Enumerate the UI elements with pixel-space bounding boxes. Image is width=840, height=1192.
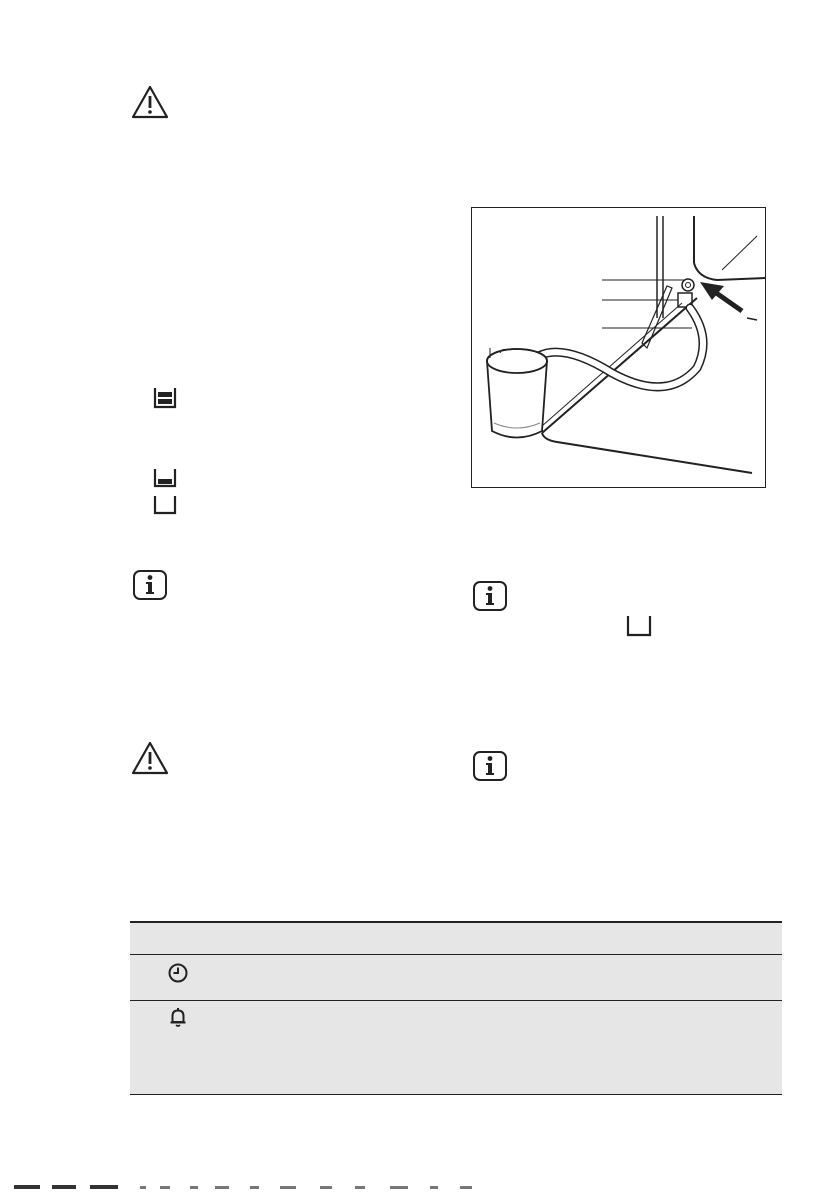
info-icon [472, 580, 508, 612]
water-drain-hose-illustration [472, 208, 765, 487]
table-header-row [130, 923, 782, 954]
bell-icon [166, 1005, 190, 1029]
table-row [130, 955, 782, 1000]
footer-text-strip [0, 1185, 520, 1192]
drain-hose-figure [471, 207, 766, 488]
table-row [130, 1001, 782, 1094]
warning-icon [130, 84, 170, 120]
water-tank-low-icon [152, 467, 178, 489]
info-icon [132, 569, 168, 601]
table-bottom-rule [130, 1094, 782, 1095]
water-tank-empty-icon [152, 494, 178, 516]
warning-icon [130, 740, 170, 776]
clock-icon [166, 961, 190, 985]
info-icon [472, 750, 508, 782]
water-tank-full-icon [152, 386, 178, 410]
water-tank-empty-icon [624, 614, 654, 638]
